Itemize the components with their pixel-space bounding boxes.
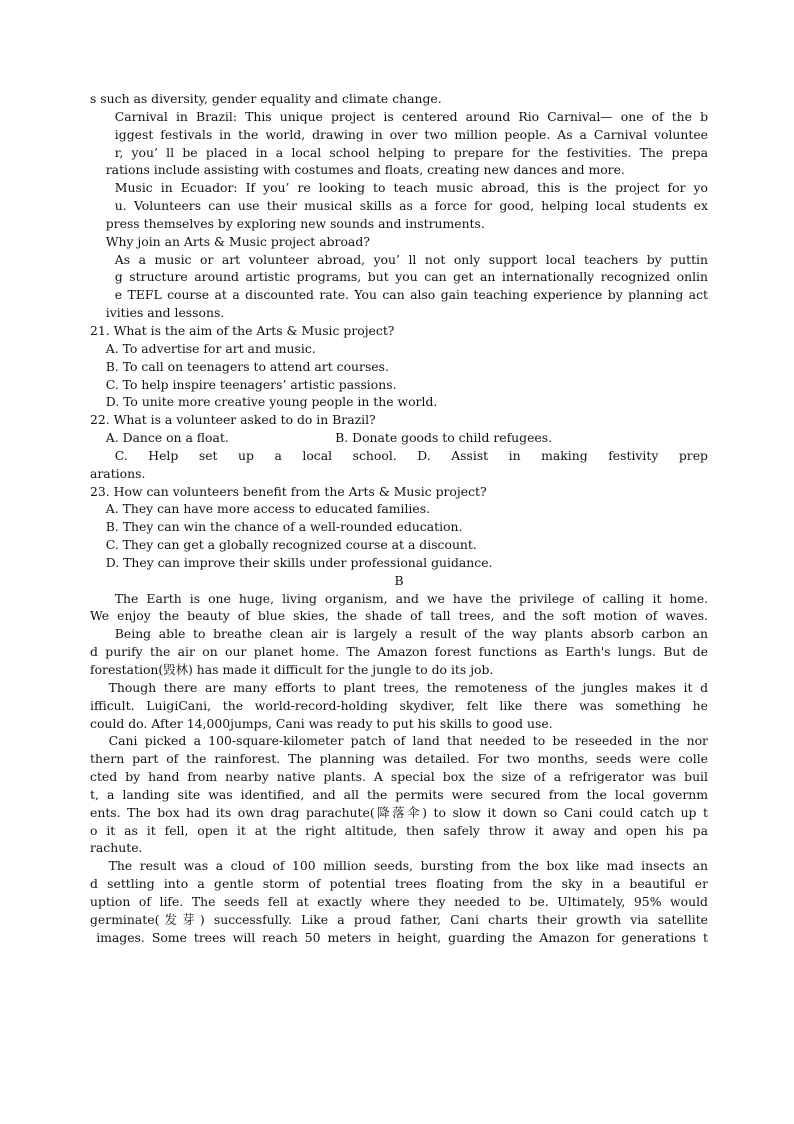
text-line: Cani picked a 100-square-kilometer patch of land that needed to be reseeded in the nor [108, 733, 708, 749]
text-line: d settling into a gentle storm of potential trees floating from the sky in a beautiful er [90, 876, 708, 892]
text-line: thern part of the rainforest. The planning was detailed. For two months, seeds were colle [90, 751, 708, 767]
text-line: rachute. [90, 840, 143, 856]
text-line: Carnival in Brazil: This unique project is centered around Rio Carnival— one of the b [114, 108, 708, 124]
text-line: ivities and lessons. [90, 305, 225, 321]
text-line: rations include assisting with costumes and floats, creating new dances and more. [90, 162, 625, 178]
text-line: A. They can have more access to educated families. [90, 501, 431, 517]
text-line: u. Volunteers can use their musical skills as a force for good, helping local students ex [114, 198, 708, 214]
text-line: forestation(毁林) has made it difficult for the jungle to do its job. [90, 662, 494, 677]
text-line: o it as it fell, open it at the right altitude, then safely throw it away and open his pa [90, 822, 708, 838]
text-line: ifficult. LuigiCani, the world-record-holding skydiver, felt like there was something he [90, 697, 708, 713]
text-line: s such as diversity, gender equality and climate change. [90, 91, 442, 106]
text-line: B. To call on teenagers to attend art courses. [90, 358, 389, 374]
text-line: A. To advertise for art and music. [90, 340, 316, 356]
text-line: C. To help inspire teenagers’ artistic passions. [90, 376, 397, 392]
text-line: e TEFL course at a discounted rate. You can also gain teaching experience by planning act [114, 287, 708, 303]
text-line: D. To unite more creative young people in the world. [90, 394, 438, 410]
text-line: germinate(发芽) successfully. Like a proud father, Cani charts their growth via satellite [90, 911, 708, 927]
text-line: The result was a cloud of 100 million seeds, bursting from the box like mad insects an [108, 858, 708, 874]
text-line: d purify the air on our planet home. The Amazon forest functions as Earth's lungs. But de [90, 644, 708, 660]
text-line: iggest festivals in the world, drawing in over two million people. As a Carnival voluntee [114, 126, 708, 142]
text-line: B. They can win the chance of a well-rounded education. [90, 519, 463, 535]
text-line: Being able to breathe clean air is largely a result of the way plants absorb carbon an [114, 626, 708, 642]
text-line: Music in Ecuador: If you’ re looking to teach music abroad, this is the project for yo [114, 180, 708, 196]
text-line: Why join an Arts & Music project abroad? [90, 233, 370, 249]
text-line: 21. What is the aim of the Arts & Music project? [90, 322, 395, 338]
text-line: 22. What is a volunteer asked to do in Brazil? [90, 412, 376, 428]
text-line: A. Dance on a float. B. Donate goods to child refugees. [90, 430, 553, 446]
text-line: We enjoy the beauty of blue skies, the shade of tall trees, and the soft motion of waves. [90, 608, 708, 624]
text-line: cted by hand from nearby native plants. A special box the size of a refrigerator was buil [90, 769, 708, 785]
text-line: arations. [90, 465, 146, 481]
section-heading: B [394, 572, 404, 588]
document-page [90, 90, 708, 947]
text-line: D. They can improve their skills under professional guidance. [90, 554, 493, 570]
text-line: t, a landing site was identified, and all the permits were secured from the local governm [90, 786, 708, 802]
text-line: r, you’ ll be placed in a local school helping to prepare for the festivities. The prepa [114, 144, 708, 160]
text-line: ents. The box had its own drag parachute(降落伞) to slow it down so Cani could catch up t [90, 804, 708, 820]
text-line: C. Help set up a local school. D. Assist in making festivity prep [114, 447, 708, 463]
text-line: Though there are many efforts to plant trees, the remoteness of the jungles makes it d [108, 679, 708, 695]
text-line: could do. After 14,000jumps, Cani was ready to put his skills to good use. [90, 715, 553, 731]
text-line: As a music or art volunteer abroad, you’ ll not only support local teachers by puttin [114, 251, 708, 267]
text-line: press themselves by exploring new sounds and instruments. [90, 215, 485, 231]
text-line: g structure around artistic programs, but you can get an internationally recognized onlin [114, 269, 708, 285]
text-line: uption of life. The seeds fell at exactly where they needed to be. Ultimately, 95% would [90, 893, 708, 909]
text-line: 23. How can volunteers benefit from the Arts & Music project? [90, 483, 487, 499]
text-line: images. Some trees will reach 50 meters in height, guarding the Amazon for generations t [96, 929, 708, 945]
text-line: The Earth is one huge, living organism, and we have the privilege of calling it home. [114, 590, 708, 606]
text-line: C. They can get a globally recognized course at a discount. [90, 537, 477, 553]
